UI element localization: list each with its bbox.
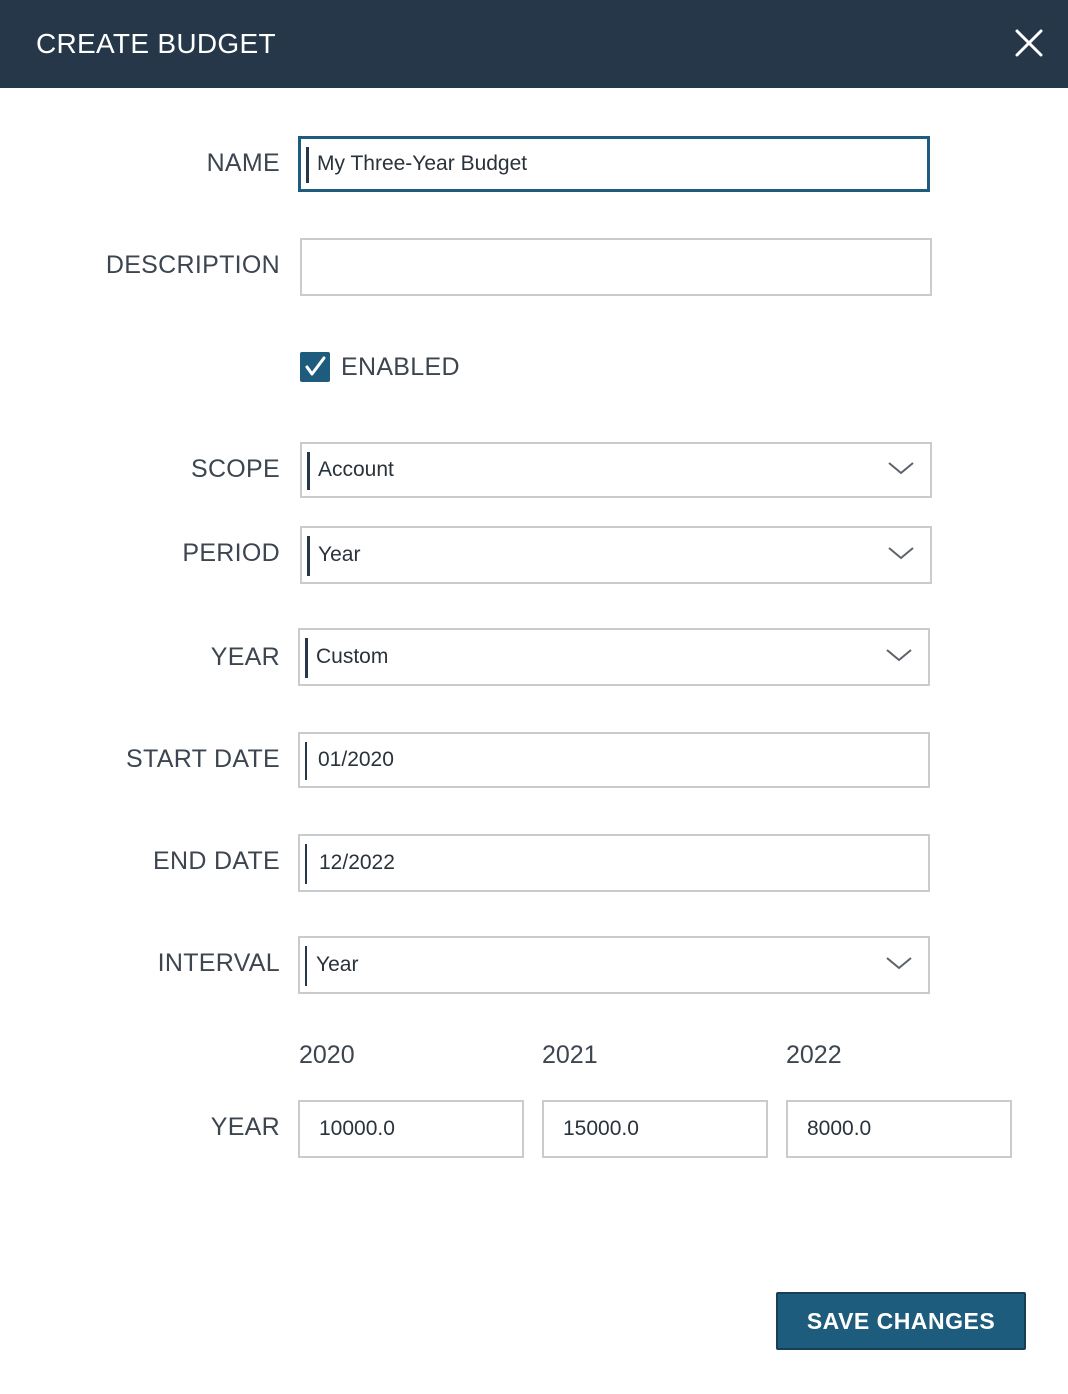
name-label: NAME xyxy=(206,149,280,177)
description-input[interactable] xyxy=(300,238,932,296)
period-value: Year xyxy=(318,543,361,566)
text-cursor xyxy=(307,452,310,490)
amount-input-2020[interactable] xyxy=(298,1100,524,1158)
text-cursor xyxy=(305,844,307,884)
enabled-checkbox[interactable] xyxy=(300,352,330,382)
enabled-label: ENABLED xyxy=(341,353,460,381)
amount-value: 8000.0 xyxy=(807,1117,872,1140)
dialog-header xyxy=(0,0,1068,88)
text-cursor xyxy=(306,147,309,183)
year-value: Custom xyxy=(316,645,389,668)
text-cursor xyxy=(305,638,308,678)
interval-value: Year xyxy=(316,953,359,976)
scope-value: Account xyxy=(318,458,394,481)
close-button[interactable] xyxy=(1008,22,1050,64)
period-select[interactable] xyxy=(300,526,932,584)
save-changes-button[interactable]: SAVE CHANGES xyxy=(776,1292,1026,1350)
start-date-value: 01/2020 xyxy=(318,748,394,771)
name-input[interactable] xyxy=(298,136,930,192)
year-label: YEAR xyxy=(210,643,280,671)
chevron-down-icon xyxy=(888,461,914,475)
year-column-header: 2021 xyxy=(542,1041,598,1069)
scope-label: SCOPE xyxy=(190,455,280,483)
name-value: My Three-Year Budget xyxy=(317,152,528,175)
text-cursor xyxy=(305,946,307,986)
year-column-header: 2020 xyxy=(299,1041,355,1069)
chevron-down-icon xyxy=(886,648,912,662)
amount-value: 10000.0 xyxy=(319,1117,395,1140)
text-cursor xyxy=(305,742,307,780)
start-date-input[interactable] xyxy=(298,732,930,788)
description-label: DESCRIPTION xyxy=(105,251,280,279)
chevron-down-icon xyxy=(886,956,912,970)
dialog-title: CREATE BUDGET xyxy=(36,28,276,59)
interval-label: INTERVAL xyxy=(157,949,280,977)
close-icon xyxy=(1008,22,1050,64)
start-date-label: START DATE xyxy=(126,745,280,773)
text-cursor xyxy=(307,536,310,576)
end-date-value: 12/2022 xyxy=(319,851,395,874)
amount-input-2021[interactable] xyxy=(542,1100,768,1158)
amounts-row-label: YEAR xyxy=(210,1113,280,1141)
end-date-input[interactable] xyxy=(298,834,930,892)
chevron-down-icon xyxy=(888,546,914,560)
year-select[interactable] xyxy=(298,628,930,686)
period-label: PERIOD xyxy=(182,539,280,567)
end-date-label: END DATE xyxy=(153,847,280,875)
checkmark-icon xyxy=(300,352,330,382)
scope-select[interactable] xyxy=(300,442,932,498)
year-column-header: 2022 xyxy=(786,1041,842,1069)
amount-input-2022[interactable] xyxy=(786,1100,1012,1158)
interval-select[interactable] xyxy=(298,936,930,994)
amount-value: 15000.0 xyxy=(563,1117,639,1140)
